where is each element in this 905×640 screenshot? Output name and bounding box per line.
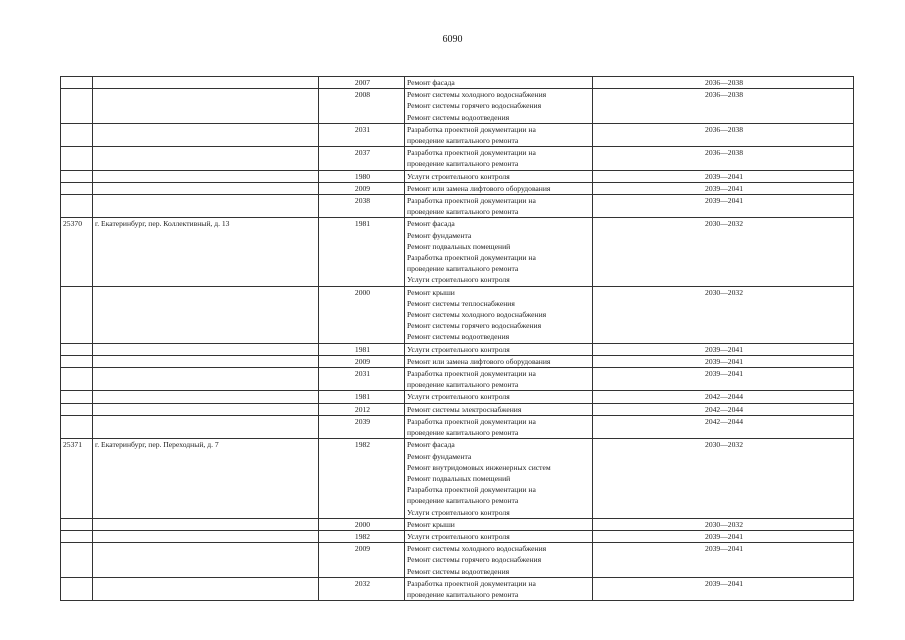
building-address-cell	[93, 530, 319, 542]
work-item: Ремонт подвальных помещений	[407, 473, 511, 483]
period-cell: 2036—2038	[593, 123, 854, 146]
table-row	[61, 577, 854, 600]
year-cell: 1982	[319, 530, 405, 542]
table-row	[61, 518, 854, 530]
building-address-cell	[93, 195, 319, 218]
work-item: Ремонт системы холодного водоснабжения	[407, 544, 547, 554]
building-address-cell	[93, 543, 319, 578]
work-item: Разработка проектной документации на	[407, 196, 536, 206]
period-cell: 2030—2032	[593, 218, 854, 286]
building-address-cell	[93, 577, 319, 600]
period-cell: 2039—2041	[593, 355, 854, 367]
year-cell: 2007	[319, 77, 405, 89]
building-address-cell	[93, 355, 319, 367]
work-item: проведение капитального ремонта	[407, 380, 519, 390]
building-id-cell: 25370	[61, 218, 93, 286]
period-cell: 2039—2041	[593, 170, 854, 182]
work-item: Разработка проектной документации на	[407, 253, 536, 263]
work-item: Ремонт системы холодного водоснабжения	[407, 90, 547, 100]
works-cell	[405, 89, 593, 124]
year-cell: 2012	[319, 403, 405, 415]
year-cell: 1981	[319, 343, 405, 355]
building-address-cell	[93, 368, 319, 391]
work-item: Ремонт системы водоотведения	[407, 566, 510, 576]
year-cell: 1980	[319, 170, 405, 182]
period-cell: 2042—2044	[593, 415, 854, 438]
work-item: Ремонт системы водоотведения	[407, 332, 510, 342]
building-id-cell	[61, 195, 93, 218]
period-cell: 2036—2038	[593, 147, 854, 170]
work-item: Ремонт внутридомовых инженерных систем	[407, 462, 551, 472]
building-id-cell	[61, 391, 93, 403]
work-item: проведение капитального ремонта	[407, 264, 519, 274]
work-item: проведение капитального ремонта	[407, 136, 519, 146]
period-cell: 2039—2041	[593, 195, 854, 218]
year-cell: 2031	[319, 368, 405, 391]
work-item: Ремонт подвальных помещений	[407, 241, 511, 251]
work-item: Ремонт системы холодного водоснабжения	[407, 310, 547, 320]
building-id-cell	[61, 170, 93, 182]
work-item: Ремонт системы водоотведения	[407, 112, 510, 122]
work-item: Ремонт системы электроснабжения	[407, 404, 522, 414]
year-cell: 2000	[319, 286, 405, 343]
table-row	[61, 439, 854, 518]
work-item: Разработка проектной документации на	[407, 124, 536, 134]
building-id-cell	[61, 355, 93, 367]
building-address-cell	[93, 89, 319, 124]
work-item: Услуги строительного контроля	[407, 344, 510, 354]
period-cell: 2036—2038	[593, 77, 854, 89]
page-number: 6090	[442, 34, 463, 45]
building-id-cell	[61, 286, 93, 343]
work-item: Разработка проектной документации на	[407, 416, 536, 426]
works-cell	[405, 147, 593, 170]
work-item: Разработка проектной документации на	[407, 369, 536, 379]
period-cell: 2036—2038	[593, 89, 854, 124]
period-cell: 2030—2032	[593, 518, 854, 530]
period-cell: 2039—2041	[593, 182, 854, 194]
building-address-cell	[93, 286, 319, 343]
building-id-cell	[61, 182, 93, 194]
building-address-cell	[93, 403, 319, 415]
building-address-cell	[93, 391, 319, 403]
building-address-cell: г. Екатеринбург, пер. Коллективный, д. 13	[93, 218, 319, 286]
building-id-cell	[61, 147, 93, 170]
work-item: Услуги строительного контроля	[407, 507, 510, 517]
building-address-cell	[93, 147, 319, 170]
work-item: Услуги строительного контроля	[407, 392, 510, 402]
work-item: Ремонт крыши	[407, 519, 455, 529]
table-row	[61, 368, 854, 391]
period-cell: 2042—2044	[593, 391, 854, 403]
building-address-cell	[93, 415, 319, 438]
building-id-cell	[61, 403, 93, 415]
table-row	[61, 170, 854, 182]
work-item: Ремонт фасада	[407, 219, 455, 229]
works-cell	[405, 577, 593, 600]
table-row	[61, 89, 854, 124]
table-row	[61, 343, 854, 355]
work-item: Ремонт фундамента	[407, 230, 472, 240]
period-cell: 2039—2041	[593, 530, 854, 542]
year-cell: 2009	[319, 543, 405, 578]
building-id-cell	[61, 77, 93, 89]
building-address-cell	[93, 343, 319, 355]
building-address-cell	[93, 518, 319, 530]
work-item: Ремонт или замена лифтового оборудования	[407, 183, 551, 193]
year-cell: 1982	[319, 439, 405, 518]
repair-schedule-body	[61, 77, 854, 601]
work-item: Разработка проектной документации на	[407, 578, 536, 588]
work-item: Ремонт системы горячего водоснабжения	[407, 321, 542, 331]
work-item: проведение капитального ремонта	[407, 159, 519, 169]
building-address-cell: г. Екатеринбург, пер. Переходный, д. 7	[93, 439, 319, 518]
table-row	[61, 530, 854, 542]
table-row	[61, 182, 854, 194]
year-cell: 2009	[319, 355, 405, 367]
work-item: Ремонт системы горячего водоснабжения	[407, 101, 542, 111]
period-cell: 2042—2044	[593, 403, 854, 415]
works-cell	[405, 286, 593, 343]
table-row	[61, 147, 854, 170]
building-id-cell	[61, 415, 93, 438]
table-row	[61, 77, 854, 89]
work-item: Разработка проектной документации на	[407, 485, 536, 495]
table-row	[61, 391, 854, 403]
building-id-cell	[61, 368, 93, 391]
works-cell	[405, 355, 593, 367]
period-cell: 2039—2041	[593, 368, 854, 391]
work-item: Ремонт системы горячего водоснабжения	[407, 555, 542, 565]
period-cell: 2039—2041	[593, 577, 854, 600]
building-address-cell	[93, 77, 319, 89]
table-row	[61, 403, 854, 415]
building-address-cell	[93, 123, 319, 146]
works-cell	[405, 530, 593, 542]
work-item: Услуги строительного контроля	[407, 531, 510, 541]
works-cell	[405, 218, 593, 286]
building-id-cell	[61, 518, 93, 530]
work-item: Ремонт крыши	[407, 287, 455, 297]
works-cell	[405, 543, 593, 578]
table-row	[61, 415, 854, 438]
table-row	[61, 286, 854, 343]
building-id-cell: 25371	[61, 439, 93, 518]
year-cell: 2000	[319, 518, 405, 530]
building-id-cell	[61, 577, 93, 600]
table-row	[61, 195, 854, 218]
work-item: Ремонт или замена лифтового оборудования	[407, 356, 551, 366]
year-cell: 2009	[319, 182, 405, 194]
repair-schedule-table	[60, 76, 854, 601]
works-cell	[405, 391, 593, 403]
building-id-cell	[61, 543, 93, 578]
work-item: Услуги строительного контроля	[407, 171, 510, 181]
work-item: проведение капитального ремонта	[407, 428, 519, 438]
works-cell	[405, 439, 593, 518]
table-row	[61, 218, 854, 286]
works-cell	[405, 170, 593, 182]
building-id-cell	[61, 530, 93, 542]
period-cell: 2030—2032	[593, 439, 854, 518]
year-cell: 2038	[319, 195, 405, 218]
year-cell: 2039	[319, 415, 405, 438]
works-cell	[405, 415, 593, 438]
year-cell: 1981	[319, 218, 405, 286]
period-cell: 2039—2041	[593, 343, 854, 355]
works-cell	[405, 368, 593, 391]
work-item: Ремонт системы теплоснабжения	[407, 298, 515, 308]
year-cell: 2031	[319, 123, 405, 146]
building-address-cell	[93, 170, 319, 182]
works-cell	[405, 195, 593, 218]
work-item: Ремонт фундамента	[407, 451, 472, 461]
year-cell: 2032	[319, 577, 405, 600]
work-item: Услуги строительного контроля	[407, 275, 510, 285]
table-row	[61, 355, 854, 367]
work-item: проведение капитального ремонта	[407, 589, 519, 599]
building-id-cell	[61, 343, 93, 355]
period-cell: 2039—2041	[593, 543, 854, 578]
works-cell	[405, 77, 593, 89]
works-cell	[405, 182, 593, 194]
work-item: проведение капитального ремонта	[407, 207, 519, 217]
works-cell	[405, 403, 593, 415]
building-id-cell	[61, 89, 93, 124]
year-cell: 1981	[319, 391, 405, 403]
building-address-cell	[93, 182, 319, 194]
year-cell: 2008	[319, 89, 405, 124]
table-row	[61, 543, 854, 578]
building-id-cell	[61, 123, 93, 146]
work-item: Разработка проектной документации на	[407, 148, 536, 158]
year-cell: 2037	[319, 147, 405, 170]
work-item: проведение капитального ремонта	[407, 496, 519, 506]
period-cell: 2030—2032	[593, 286, 854, 343]
table-row	[61, 123, 854, 146]
works-cell	[405, 123, 593, 146]
works-cell	[405, 343, 593, 355]
works-cell	[405, 518, 593, 530]
work-item: Ремонт фасада	[407, 78, 455, 87]
work-item: Ремонт фасада	[407, 440, 455, 450]
